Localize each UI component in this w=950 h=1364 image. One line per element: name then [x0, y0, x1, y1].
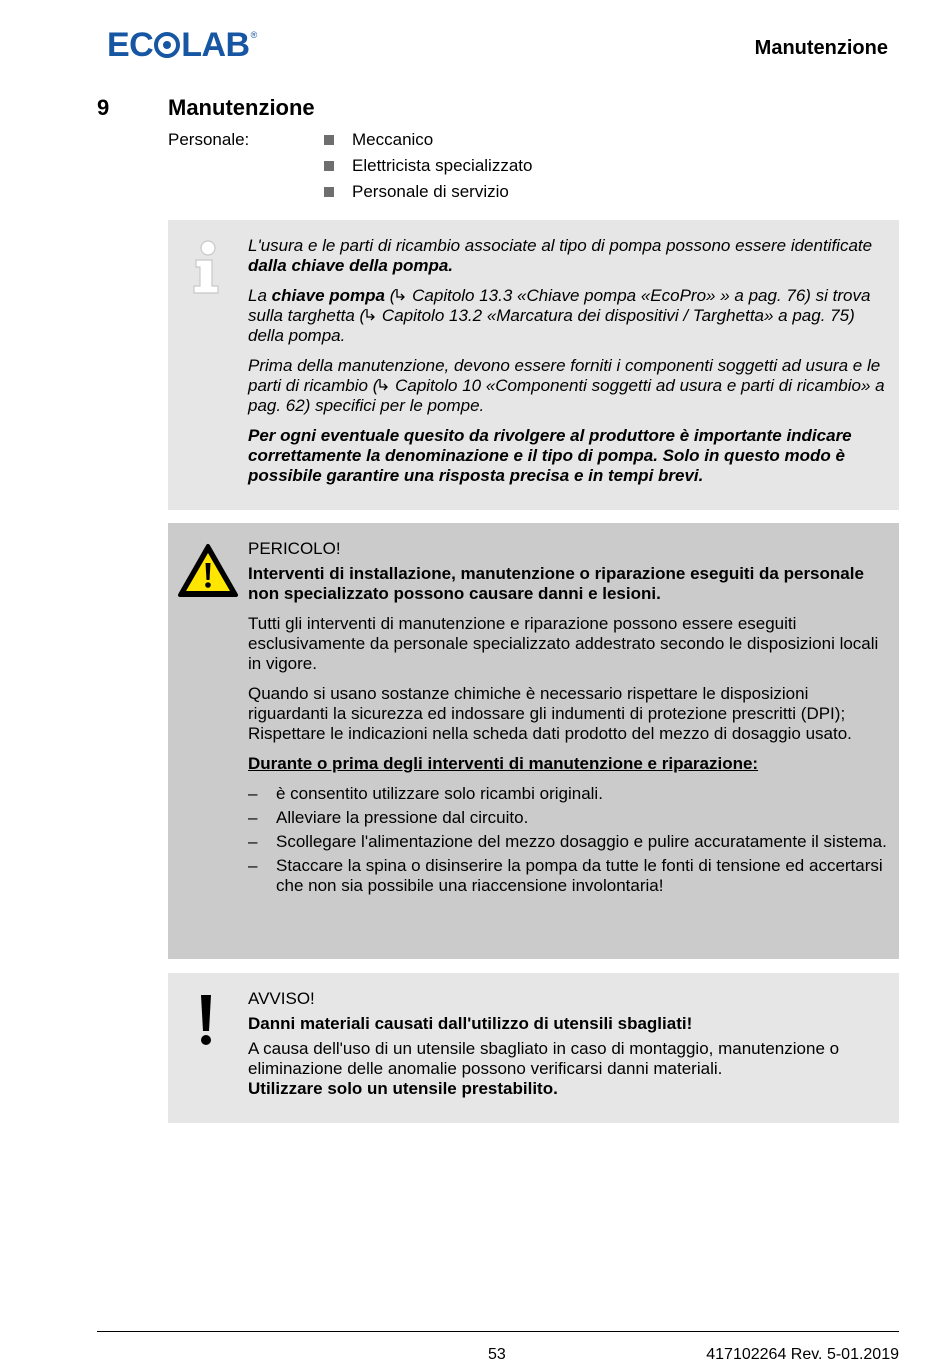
- logo-text-lab: LAB: [181, 26, 250, 64]
- list-item: Personale di servizio: [324, 182, 532, 208]
- logo-registered-mark: ®: [250, 30, 258, 40]
- square-bullet-icon: [324, 187, 334, 197]
- danger-paragraph-2: Quando si usano sostanze chimiche è necessario rispettare le disposizioni riguardanti la sicurezza ed indossare gli indumenti di protezione prescritti (DPI); Rispettare le indicazioni nella scheda dati prodotto del mezzo di dosaggio usato.: [248, 684, 852, 743]
- list-item: – Scollegare l'alimentazione del mezzo dosaggio e pulire accuratamente il sistema.: [248, 832, 887, 851]
- danger-box: [168, 523, 899, 959]
- list-item: – Staccare la spina o disinserire la pompa da tutte le fonti di tensione ed accertarsi che non sia possibile una riaccensione involontaria!: [248, 856, 883, 895]
- info-paragraph-1: L'usura e le parti di ricambio associate al tipo di pompa possono essere identificate dalla chiave della pompa.: [248, 236, 873, 275]
- warning-triangle-icon: [177, 543, 239, 604]
- square-bullet-icon: [324, 135, 334, 145]
- list-item: Elettricista specializzato: [324, 156, 532, 182]
- personnel-label: Personale:: [168, 130, 250, 149]
- exclamation-icon: [196, 993, 216, 1054]
- dash-bullet: –: [248, 784, 258, 803]
- danger-subtitle: Interventi di installazione, manutenzione o riparazione eseguiti da personale non specializzato possono causare danni e lesioni.: [248, 564, 864, 603]
- list-item: – è consentito utilizzare solo ricambi originali.: [248, 784, 603, 803]
- section-number: 9: [97, 95, 110, 120]
- header-title: Manutenzione: [754, 37, 888, 59]
- logo-text-ec: EC: [107, 26, 154, 64]
- info-paragraph-3: Prima della manutenzione, devono essere forniti i componenti soggetti ad usura e le parti di ricambio ( Capitolo 10 «Componenti soggetti ad usura e parti di ricambio» a pag. 62) specifici per le pompe.: [248, 356, 885, 415]
- cross-reference-arrow-icon: [395, 288, 407, 302]
- list-item: – Alleviare la pressione dal circuito.: [248, 808, 529, 827]
- info-icon: [176, 240, 224, 301]
- danger-list-heading: Durante o prima degli interventi di manutenzione e riparazione:: [248, 754, 759, 773]
- notice-title: AVVISO!: [248, 989, 315, 1008]
- section-title: Manutenzione: [168, 95, 315, 120]
- logo-o-icon: [154, 32, 180, 58]
- footer-divider: [97, 1331, 899, 1332]
- dash-bullet: –: [248, 832, 258, 851]
- document-revision: 417102264 Rev. 5-01.2019: [706, 1346, 899, 1363]
- notice-box: [168, 973, 899, 1123]
- notice-subtitle: Danni materiali causati dall'utilizzo di utensili sbagliati!: [248, 1014, 693, 1033]
- ecolab-logo: [107, 28, 257, 62]
- danger-paragraph-1: Tutti gli interventi di manutenzione e riparazione possono essere eseguiti esclusivamente da personale specializzato addestrato secondo le disposizioni locali in vigore.: [248, 614, 879, 673]
- info-box: [168, 220, 899, 510]
- info-paragraph-2: La chiave pompa ( Capitolo 13.3 «Chiave pompa «EcoPro» » a pag. 76) si trova sulla targhetta ( Capitolo 13.2 «Marcatura dei dispositivi / Targhetta» a pag. 75) della pompa.: [248, 286, 871, 345]
- cross-reference-arrow-icon: [365, 308, 377, 322]
- dash-bullet: –: [248, 808, 258, 827]
- danger-list: [248, 784, 887, 896]
- notice-text: A causa dell'uso di un utensile sbagliato in caso di montaggio, manutenzione o eliminazione delle anomalie possono verificarsi danni materiali. Utilizzare solo un utensile prestabilito.: [248, 1039, 840, 1098]
- info-paragraph-4: Per ogni eventuale quesito da rivolgere al produttore è importante indicare correttamente la denominazione e il tipo di pompa. Solo in questo modo è possibile garantire una risposta precisa e in tempi brevi.: [248, 426, 852, 485]
- personnel-list: [324, 130, 532, 208]
- page-number: 53: [488, 1346, 506, 1363]
- list-item: Meccanico: [324, 130, 532, 156]
- dash-bullet: –: [248, 856, 258, 875]
- cross-reference-link[interactable]: Capitolo 13.2 «Marcatura dei dispositivi / Targhetta» a pag. 75) della pompa.: [248, 306, 855, 345]
- danger-title: PERICOLO!: [248, 539, 341, 558]
- cross-reference-link[interactable]: Capitolo 13.3 «Chiave pompa «EcoPro» » a pag. 76) si trova sulla targhetta (: [248, 286, 871, 325]
- cross-reference-arrow-icon: [378, 378, 390, 392]
- square-bullet-icon: [324, 161, 334, 171]
- cross-reference-link[interactable]: Capitolo 10 «Componenti soggetti ad usura e parti di ricambio» a pag. 62) specifici per le pompe.: [248, 376, 885, 415]
